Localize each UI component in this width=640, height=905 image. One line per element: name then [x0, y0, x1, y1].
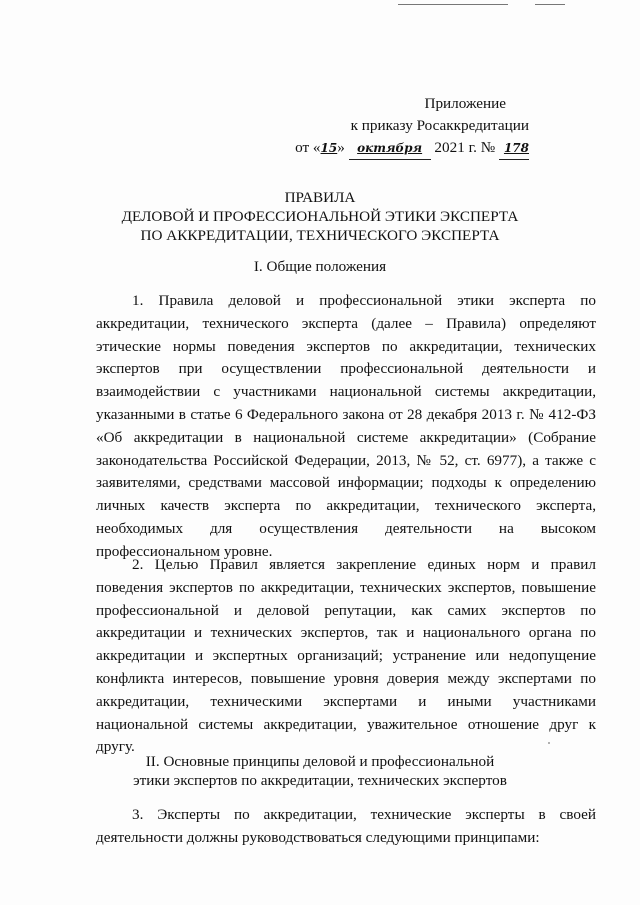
- order-number-field: [499, 137, 529, 160]
- order-number: 178: [503, 141, 529, 155]
- appendix-label: Приложение: [424, 95, 506, 112]
- title-line-1: ПРАВИЛА: [284, 189, 356, 206]
- section-heading-1: I. Общие положения: [253, 258, 387, 275]
- scan-edge-mark: [398, 4, 508, 5]
- paragraph-3: [96, 804, 596, 850]
- paragraph-2-text: 2. Целью Правил является закрепление единых норм и правил поведения экспертов по аккредитации, технических экспертов, повышение профессиональной и деловой репутации, как самих экспертов по аккредитации и технических экспертов, так и национального органа по аккредитации и экспертных организаций; устранение или недопущение конфликта интересов, повышение уровня доверия между экспертами по аккредитации, техническими экспертами и иными участниками национальной системы аккредитации, уважительное отношение друг к другу.: [96, 556, 596, 756]
- scan-edge-mark: [535, 4, 565, 5]
- section-2-line-2: этики экспертов по аккредитации, технических экспертов: [133, 772, 507, 789]
- paragraph-1-text: 1. Правила деловой и профессиональной этики эксперта по аккредитации, технического эксперта (далее – Правила) определяют этические нормы поведения экспертов по аккредитации, технических экспертов при осуществлении профессиональной деятельности и взаимодействии с участниками национальной системы аккредитации, указанными в статье 6 Федерального закона от 28 декабря 2013 г. № 412-ФЗ «Об аккредитации в национальной системе аккредитации» (Собрание законодательства Российской Федерации, 2013, № 52, ст. 6977), а также с заявителями, средствами массовой информации; подходы к определению личных качеств эксперта по аккредитации, технического эксперта, необходимых для осуществления деятельности на высоком профессиональном уровне.: [96, 292, 596, 560]
- date-day: 15: [320, 141, 338, 155]
- appendix-date-line: [295, 137, 529, 160]
- title-line-2: ДЕЛОВОЙ И ПРОФЕССИОНАЛЬНОЙ ЭТИКИ ЭКСПЕРТА: [121, 208, 519, 225]
- date-month: октября: [357, 141, 423, 155]
- appendix-block: [295, 93, 529, 160]
- paragraph-3-text: 3. Эксперты по аккредитации, технические эксперты в своей деятельности должны руководствоваться следующими принципами:: [96, 806, 596, 846]
- section-2-line-1: II. Основные принципы деловой и профессиональной: [145, 753, 495, 770]
- date-year: 2021 г. №: [434, 139, 496, 156]
- paragraph-1: [96, 290, 596, 564]
- date-month-field: [349, 137, 431, 160]
- date-prefix: от «: [295, 139, 321, 156]
- section-heading-2: [0, 752, 640, 790]
- scan-speck: [548, 742, 550, 744]
- title-line-3: ПО АККРЕДИТАЦИИ, ТЕХНИЧЕСКОГО ЭКСПЕРТА: [140, 227, 500, 244]
- paragraph-2: [96, 554, 596, 759]
- document-title: [0, 188, 640, 245]
- appendix-order-ref: к приказу Росаккредитации: [350, 117, 529, 134]
- date-mid: »: [337, 139, 345, 156]
